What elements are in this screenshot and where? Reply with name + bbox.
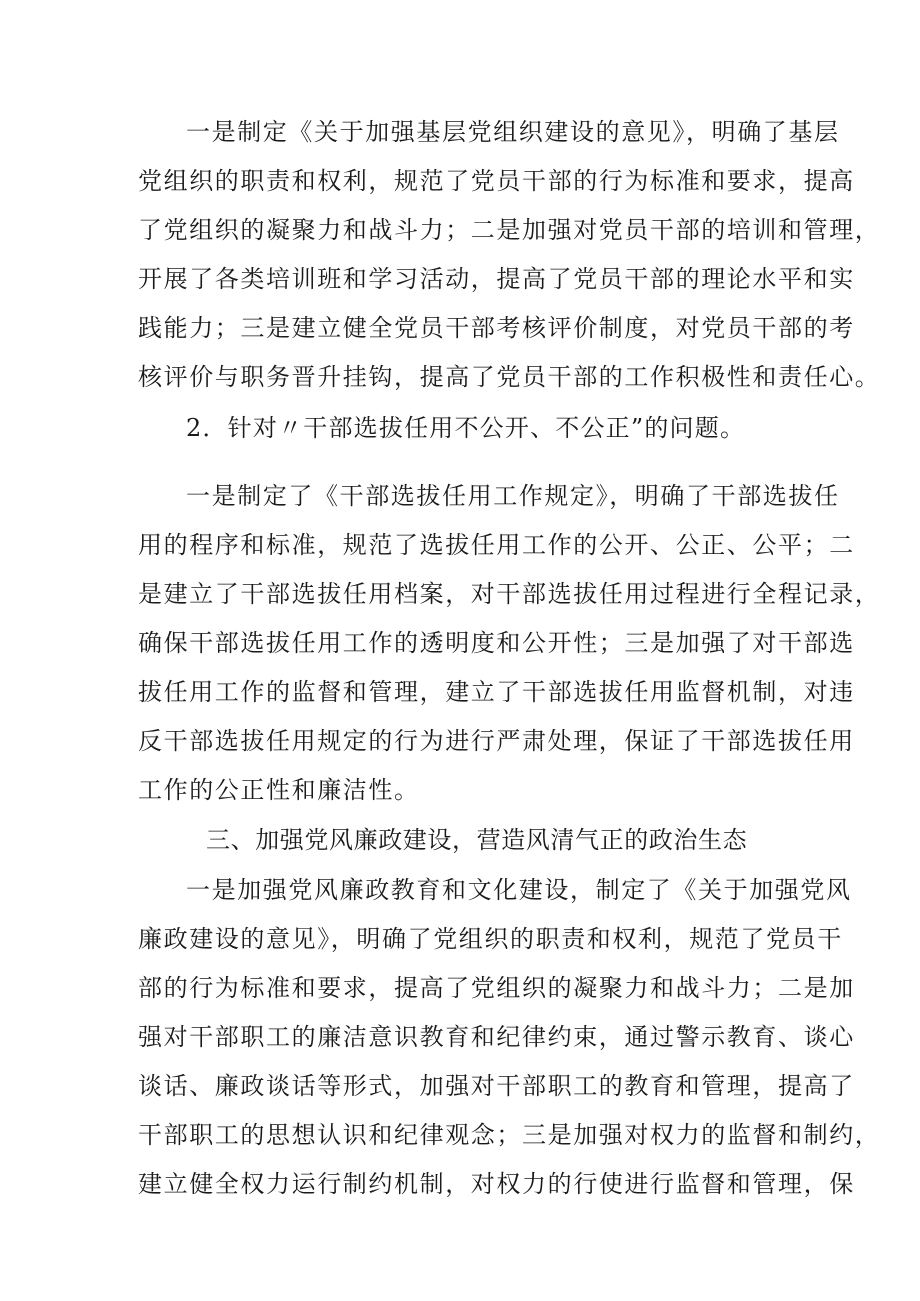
paragraph-2-line-2: 用的程序和标准，规范了选拔任用工作的公开、公正、公平；二	[138, 531, 855, 559]
paragraph-2-line-4: 确保干部选拔任用工作的透明度和公开性；三是加强了对干部选	[138, 629, 855, 657]
section-3-title: 三、加强党风廉政建设，营造风清气正的政治生态	[206, 826, 748, 854]
paragraph-3-line-3: 部的行为标准和要求，提高了党组织的凝聚力和战斗力；二是加	[138, 974, 855, 1002]
heading-2: 2．针对〃干部选拔任用不公开、不公正”的问题。	[186, 414, 746, 442]
paragraph-3-line-7: 建立健全权力运行制约机制，对权力的行使进行监督和管理，保	[138, 1170, 855, 1198]
paragraph-3-line-2: 廉政建设的意见》，明确了党组织的职责和权利，规范了党员干	[138, 925, 843, 953]
paragraph-1-line-5: 践能力；三是建立健全党员干部考核评价制度，对党员干部的考	[138, 314, 855, 342]
paragraph-2-line-3: 是建立了干部选拔任用档案，对干部选拔任用过程进行全程记录，	[138, 580, 881, 608]
paragraph-3-line-6: 干部职工的思想认识和纪律观念；三是加强对权力的监督和制约，	[138, 1121, 881, 1149]
paragraph-2-line-7: 工作的公正性和廉洁性。	[138, 776, 420, 804]
paragraph-3-line-5: 谈话、廉政谈话等形式，加强对干部职工的教育和管理，提高了	[138, 1072, 855, 1100]
paragraph-1-line-6: 核评价与职务晋升挂钩，提高了党员干部的工作积极性和责任心。	[138, 363, 881, 391]
paragraph-1-line-3: 了党组织的凝聚力和战斗力；二是加强对党员干部的培训和管理，	[138, 216, 881, 244]
paragraph-2-line-5: 拔任用工作的监督和管理，建立了干部选拔任用监督机制，对违	[138, 678, 855, 706]
paragraph-1-line-1: 一是制定《关于加强基层党组织建设的意见》，明确了基层	[186, 118, 840, 146]
paragraph-3-line-1: 一是加强党风廉政教育和文化建设，制定了《关于加强党风	[186, 876, 852, 904]
paragraph-3-line-4: 强对干部职工的廉洁意识教育和纪律约束，通过警示教育、谈心	[138, 1023, 855, 1051]
paragraph-2-line-1: 一是制定了《干部选拔任用工作规定》，明确了干部选拔任	[186, 482, 840, 510]
paragraph-1-line-4: 开展了各类培训班和学习活动，提高了党员干部的理论水平和实	[138, 265, 855, 293]
paragraph-2-line-6: 反干部选拔任用规定的行为进行严肃处理，保证了干部选拔任用	[138, 727, 855, 755]
paragraph-1-line-2: 党组织的职责和权利，规范了党员干部的行为标准和要求，提高	[138, 167, 855, 195]
